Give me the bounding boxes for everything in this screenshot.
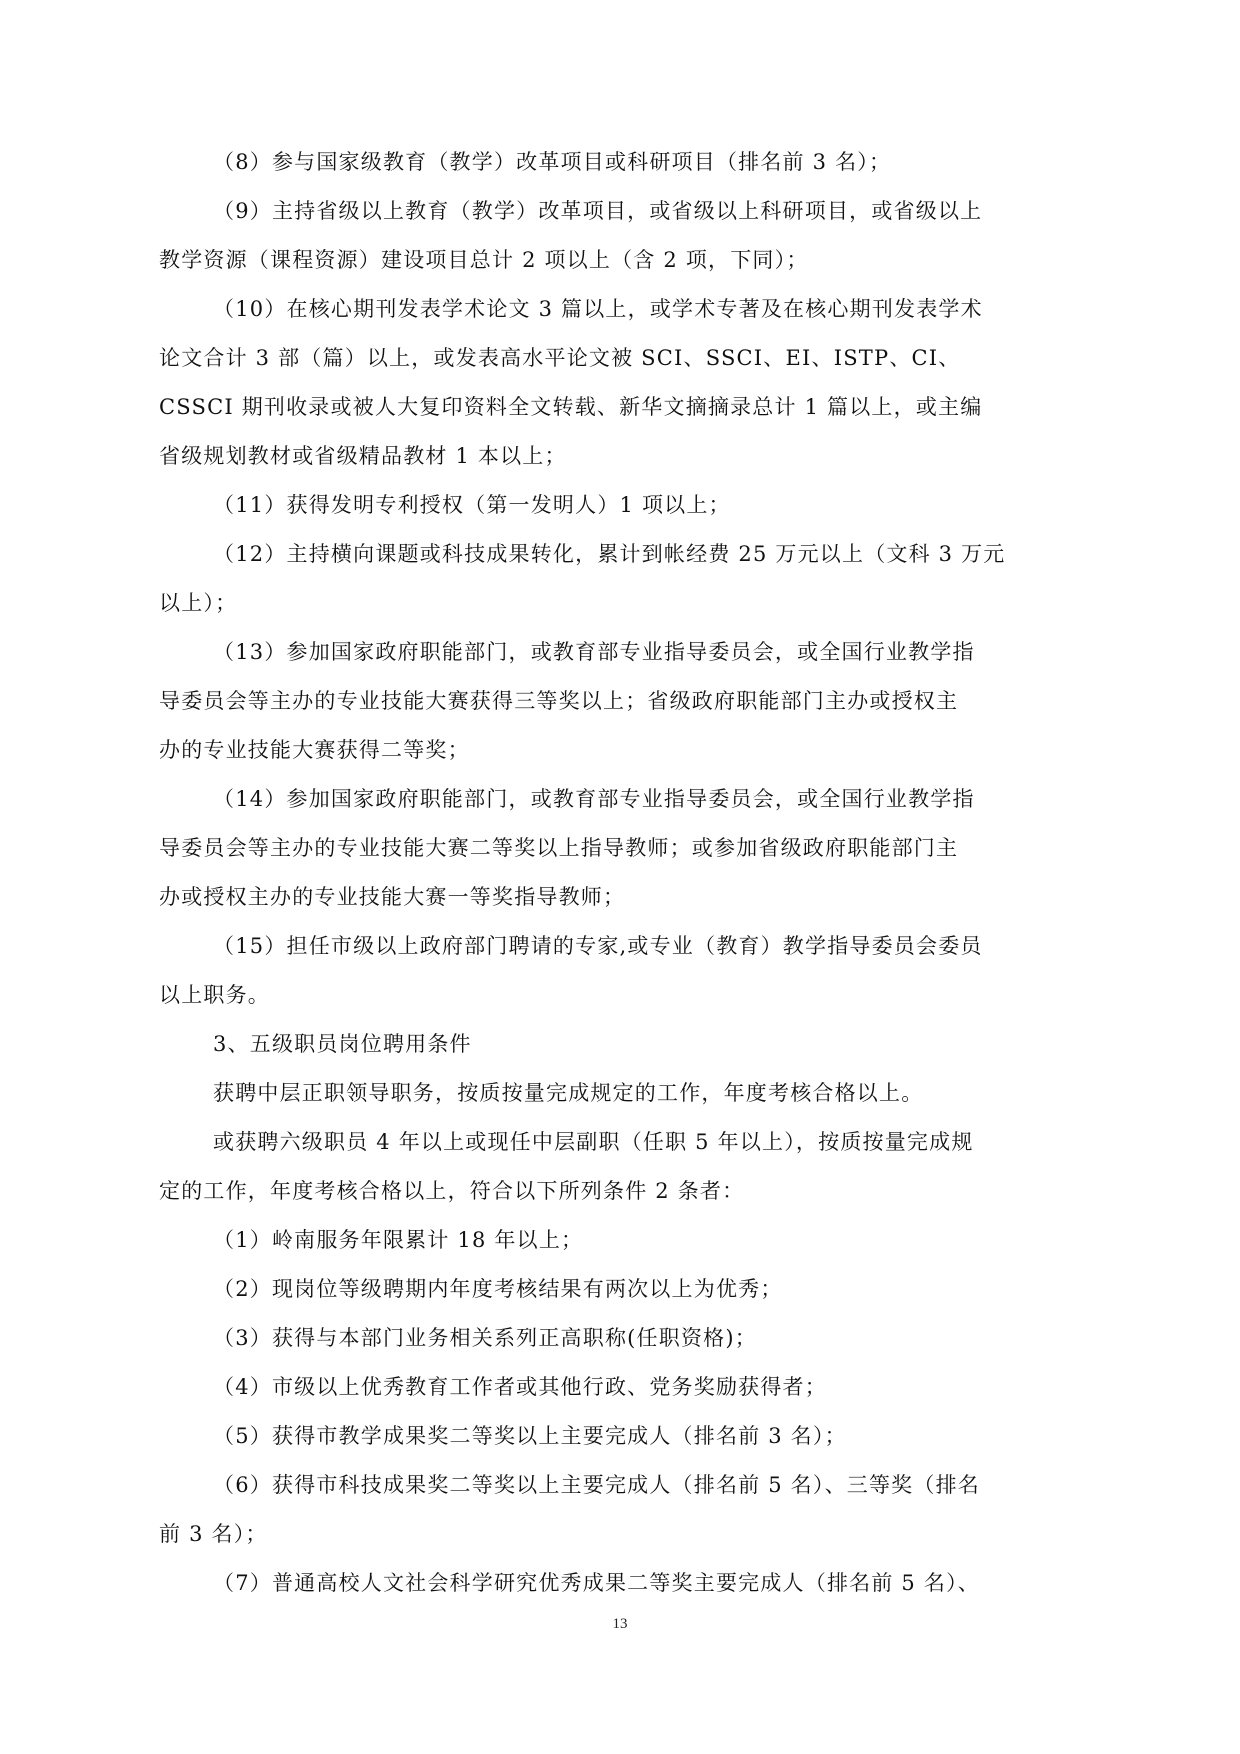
item-15-line-2: 以上职务。: [159, 983, 270, 1007]
item-12-line-2: 以上）；: [159, 591, 238, 615]
item-13-line-3: 办的专业技能大赛获得二等奖；: [159, 738, 470, 762]
level-5-item-3: （3）获得与本部门业务相关系列正高职称(任职资格)；: [213, 1326, 757, 1350]
level-5-item-1: （1）岭南服务年限累计 18 年以上；: [213, 1228, 584, 1252]
item-14-line-1: （14）参加国家政府职能部门，或教育部专业指导委员会，或全国行业教学指: [213, 787, 975, 811]
page-number: 13: [612, 1616, 628, 1632]
item-14-line-2: 导委员会等主办的专业技能大赛二等奖以上指导教师；或参加省级政府职能部门主: [159, 836, 959, 860]
level-5-item-6-line-2: 前 3 名）；: [159, 1522, 268, 1546]
item-15-line-1: （15）担任市级以上政府部门聘请的专家,或专业（教育）教学指导委员会委员: [213, 934, 983, 958]
item-11: （11）获得发明专利授权（第一发明人）1 项以上；: [213, 493, 731, 517]
level-5-item-2: （2）现岗位等级聘期内年度考核结果有两次以上为优秀；: [213, 1277, 783, 1301]
level-5-condition-a: 获聘中层正职领导职务，按质按量完成规定的工作，年度考核合格以上。: [213, 1081, 924, 1105]
item-9-line-1: （9）主持省级以上教育（教学）改革项目，或省级以上科研项目，或省级以上: [213, 199, 983, 223]
level-5-item-6-line-1: （6）获得市科技成果奖二等奖以上主要完成人（排名前 5 名）、三等奖（排名: [213, 1473, 980, 1497]
item-10-line-2: 论文合计 3 部（篇）以上，或发表高水平论文被 SCI、SSCI、EI、ISTP、CI、: [159, 346, 961, 370]
item-13-line-1: （13）参加国家政府职能部门，或教育部专业指导委员会，或全国行业教学指: [213, 640, 975, 664]
level-5-condition-b-line-2: 定的工作，年度考核合格以上，符合以下所列条件 2 条者：: [159, 1179, 745, 1203]
item-8: （8）参与国家级教育（教学）改革项目或科研项目（排名前 3 名）；: [213, 150, 892, 174]
level-5-item-5: （5）获得市教学成果奖二等奖以上主要完成人（排名前 3 名）；: [213, 1424, 847, 1448]
item-10-line-1: （10）在核心期刊发表学术论文 3 篇以上，或学术专著及在核心期刊发表学术: [213, 297, 983, 321]
item-10-line-3: CSSCI 期刊收录或被人大复印资料全文转载、新华文摘摘录总计 1 篇以上，或主编: [159, 395, 983, 419]
item-9-line-2: 教学资源（课程资源）建设项目总计 2 项以上（含 2 项，下同）；: [159, 248, 809, 272]
item-14-line-3: 办或授权主办的专业技能大赛一等奖指导教师；: [159, 885, 626, 909]
section-heading-level-5: 3、五级职员岗位聘用条件: [213, 1032, 472, 1056]
item-13-line-2: 导委员会等主办的专业技能大赛获得三等奖以上；省级政府职能部门主办或授权主: [159, 689, 959, 713]
level-5-condition-b-line-1: 或获聘六级职员 4 年以上或现任中层副职（任职 5 年以上），按质按量完成规: [213, 1130, 974, 1154]
document-body: [159, 138, 1079, 1608]
level-5-item-7-line-1: （7）普通高校人文社会科学研究优秀成果二等奖主要完成人（排名前 5 名）、: [213, 1571, 980, 1595]
level-5-item-4: （4）市级以上优秀教育工作者或其他行政、党务奖励获得者；: [213, 1375, 827, 1399]
item-12-line-1: （12）主持横向课题或科技成果转化，累计到帐经费 25 万元以上（文科 3 万元: [213, 542, 1006, 566]
item-10-line-4: 省级规划教材或省级精品教材 1 本以上；: [159, 444, 567, 468]
